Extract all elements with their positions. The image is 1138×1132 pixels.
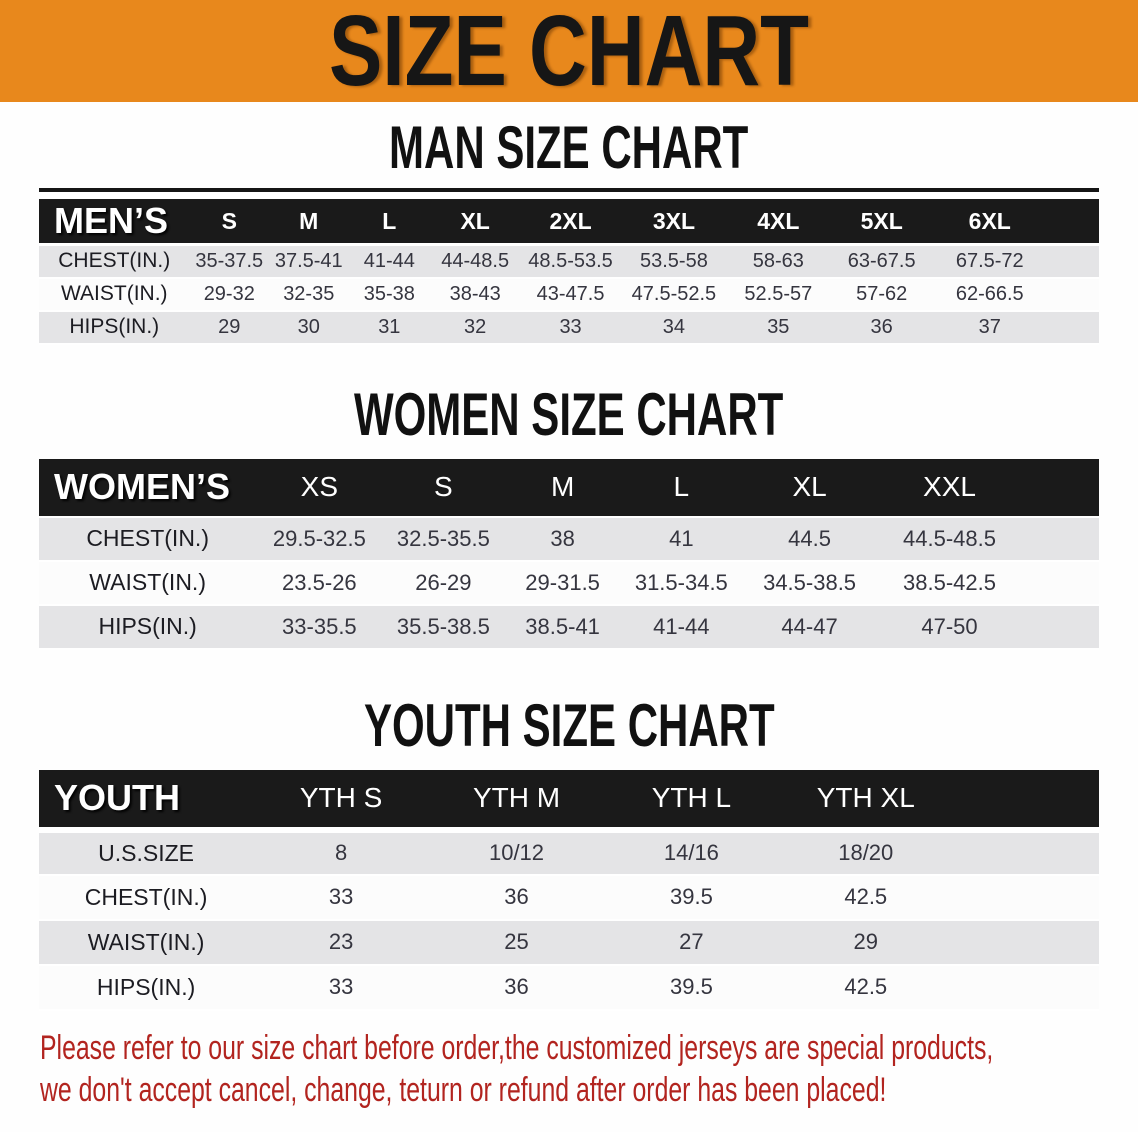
row-label: WAIST(IN.) (89, 569, 206, 595)
size-value-cell: 32-35 (283, 282, 335, 305)
women-section-title (0, 380, 1138, 448)
size-value-cell: 25 (504, 929, 529, 954)
table-row (39, 830, 1099, 875)
table-row (39, 311, 1099, 344)
size-column-header: YTH XL (779, 770, 953, 830)
men-size-table (39, 199, 1099, 345)
youth-section-title (0, 691, 1138, 759)
row-label: HIPS(IN.) (96, 973, 196, 1000)
women-table-body (39, 517, 1099, 649)
size-value-cell: 31.5-34.5 (634, 569, 728, 595)
size-value-cell: 42.5 (844, 974, 888, 999)
size-value-cell: 38.5-42.5 (903, 569, 996, 595)
size-value-cell: 58-63 (752, 249, 804, 272)
size-value-cell: 62-66.5 (955, 282, 1024, 305)
spacer-cell (953, 965, 1099, 1010)
table-row (39, 561, 1099, 605)
table-row (39, 875, 1099, 920)
size-value-cell: 33 (328, 974, 354, 999)
size-column-header: 6XL (934, 199, 1046, 245)
women-size-table-wrap (39, 459, 1099, 650)
spacer-cell (953, 920, 1099, 965)
size-column-header: YTH M (429, 770, 604, 830)
spacer-cell (1046, 278, 1099, 311)
row-label: HIPS(IN.) (98, 613, 197, 639)
size-column-header: M (269, 199, 349, 245)
table-row (39, 605, 1099, 649)
men-size-table-wrap (39, 188, 1099, 345)
size-value-cell: 10/12 (488, 840, 545, 865)
size-value-cell: 33 (328, 884, 354, 909)
size-value-cell: 31 (378, 315, 401, 338)
size-value-cell: 63-67.5 (847, 249, 916, 272)
size-column-header: YTH S (253, 770, 429, 830)
spacer-cell (953, 875, 1099, 920)
size-value-cell: 18/20 (838, 840, 894, 865)
men-table-corner-label: MEN’S (39, 199, 190, 245)
size-column-header: XL (742, 459, 878, 517)
size-column-header: 5XL (830, 199, 934, 245)
spacer-cell (1022, 561, 1099, 605)
size-column-header: S (190, 199, 270, 245)
youth-size-table (39, 770, 1099, 1011)
size-value-cell: 39.5 (669, 974, 713, 999)
size-value-cell: 38-43 (449, 282, 501, 305)
men-table-topline (39, 188, 1099, 192)
size-value-cell: 42.5 (844, 884, 888, 909)
size-value-cell: 37 (978, 315, 1001, 338)
size-value-cell: 48.5-53.5 (528, 249, 613, 272)
size-column-header: L (349, 199, 431, 245)
size-value-cell: 29.5-32.5 (272, 525, 366, 551)
size-value-cell: 43-47.5 (536, 282, 605, 305)
row-label: CHEST(IN.) (84, 883, 208, 910)
spacer-header-cell (953, 770, 1099, 830)
size-value-cell: 32.5-35.5 (396, 525, 490, 551)
size-value-cell: 41 (669, 525, 694, 551)
men-table-body (39, 245, 1099, 344)
size-value-cell: 44.5 (788, 525, 831, 551)
size-column-header: XL (430, 199, 520, 245)
size-value-cell: 47-50 (921, 613, 978, 639)
table-row (39, 245, 1099, 278)
size-value-cell: 35 (767, 315, 790, 338)
row-label: WAIST(IN.) (87, 928, 205, 955)
size-column-header: S (382, 459, 504, 517)
size-value-cell: 36 (504, 884, 529, 909)
size-column-header: XXL (877, 459, 1021, 517)
size-value-cell: 36 (504, 974, 529, 999)
size-value-cell: 41-44 (363, 249, 415, 272)
size-column-header: 4XL (727, 199, 830, 245)
size-value-cell: 36 (870, 315, 893, 338)
size-value-cell: 29-31.5 (525, 569, 600, 595)
size-value-cell: 39.5 (669, 884, 713, 909)
size-value-cell: 44-48.5 (441, 249, 510, 272)
size-value-cell: 44.5-48.5 (903, 525, 996, 551)
spacer-cell (953, 830, 1099, 875)
size-value-cell: 35-37.5 (195, 249, 264, 272)
size-value-cell: 34.5-38.5 (763, 569, 857, 595)
size-value-cell: 57-62 (856, 282, 908, 305)
spacer-header-cell (1022, 459, 1099, 517)
size-value-cell: 32 (464, 315, 487, 338)
table-row (39, 278, 1099, 311)
row-label: WAIST(IN.) (60, 282, 168, 305)
table-row (39, 517, 1099, 561)
youth-table-body (39, 830, 1099, 1010)
disclaimer-line-2: we don't accept cancel, change, teturn or refund after order has been placed! (40, 1070, 887, 1109)
size-value-cell: 38 (550, 525, 575, 551)
row-label: CHEST(IN.) (58, 249, 171, 273)
spacer-cell (1022, 605, 1099, 649)
size-value-cell: 41-44 (653, 613, 710, 639)
row-label: CHEST(IN.) (86, 525, 209, 551)
banner (0, 0, 1138, 107)
size-value-cell: 35.5-38.5 (396, 613, 490, 639)
size-column-header: L (621, 459, 742, 517)
size-column-header: M (504, 459, 621, 517)
size-value-cell: 33 (559, 315, 582, 338)
disclaimer-line-1: Please refer to our size chart before order,the customized jerseys are special products, (40, 1028, 994, 1067)
men-header-row (39, 199, 1099, 245)
spacer-header-cell (1046, 199, 1099, 245)
size-value-cell: 14/16 (663, 840, 719, 865)
youth-header-row (39, 770, 1099, 830)
row-label: HIPS(IN.) (69, 315, 160, 338)
size-value-cell: 52.5-57 (744, 282, 813, 305)
size-column-header: 3XL (621, 199, 727, 245)
size-value-cell: 27 (679, 929, 704, 954)
size-value-cell: 30 (297, 315, 320, 338)
size-value-cell: 47.5-52.5 (631, 282, 717, 305)
size-value-cell: 33-35.5 (282, 613, 357, 639)
size-column-header: 2XL (520, 199, 621, 245)
size-value-cell: 38.5-41 (525, 613, 600, 639)
size-value-cell: 26-29 (415, 569, 472, 595)
size-value-cell: 53.5-58 (639, 249, 708, 272)
banner-title: SIZE CHART (329, 0, 809, 107)
size-value-cell: 29 (218, 315, 241, 338)
size-value-cell: 29 (853, 929, 878, 954)
spacer-cell (1046, 245, 1099, 278)
disclaimer-text (40, 1027, 1138, 1111)
women-size-table (39, 459, 1099, 650)
spacer-cell (1022, 517, 1099, 561)
size-column-header: YTH L (604, 770, 779, 830)
youth-table-corner-label: YOUTH (39, 770, 253, 830)
size-value-cell: 35-38 (363, 282, 415, 305)
women-section-title-text: WOMEN SIZE CHART (354, 380, 784, 448)
men-section-title-text: MAN SIZE CHART (389, 114, 749, 181)
size-value-cell: 8 (334, 840, 348, 865)
table-row (39, 965, 1099, 1010)
size-value-cell: 34 (662, 315, 686, 338)
row-label: U.S.SIZE (98, 839, 194, 866)
size-value-cell: 67.5-72 (955, 249, 1024, 272)
women-table-corner-label: WOMEN’S (39, 459, 256, 517)
women-header-row (39, 459, 1099, 517)
size-value-cell: 23.5-26 (282, 569, 357, 595)
table-row (39, 920, 1099, 965)
men-section-title (0, 114, 1138, 181)
size-value-cell: 37.5-41 (274, 249, 343, 272)
size-column-header: XS (256, 459, 382, 517)
youth-section-title-text: YOUTH SIZE CHART (363, 691, 775, 759)
spacer-cell (1046, 311, 1099, 344)
youth-size-table-wrap (39, 770, 1099, 1011)
size-value-cell: 44-47 (781, 613, 838, 639)
size-value-cell: 23 (328, 929, 354, 954)
size-value-cell: 29-32 (203, 282, 255, 305)
